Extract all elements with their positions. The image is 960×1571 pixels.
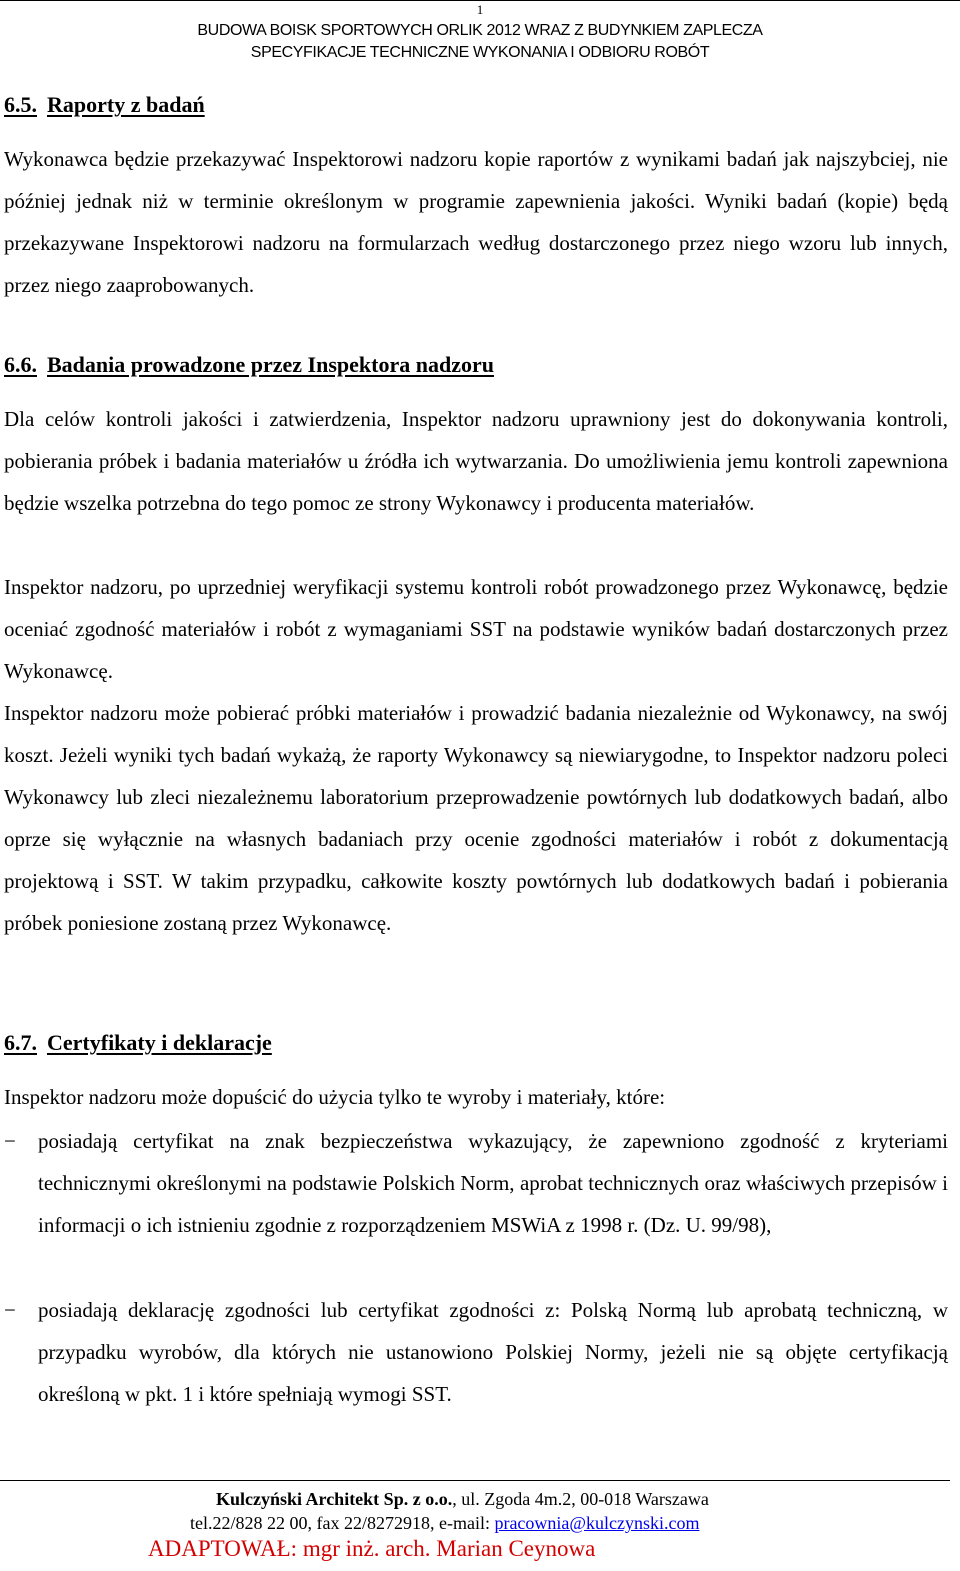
footer-adapted-by: ADAPTOWAŁ: mgr inż. arch. Marian Ceynowa bbox=[148, 1536, 596, 1561]
section-number: 6.7. bbox=[4, 1030, 37, 1055]
footer-contact-line bbox=[190, 1513, 699, 1534]
header-rule bbox=[0, 0, 960, 1]
footer-rule bbox=[0, 1480, 950, 1481]
dash-bullet-icon: − bbox=[4, 1298, 16, 1322]
footer-company-line bbox=[216, 1489, 709, 1510]
list-item-text: posiadają certyfikat na znak bezpieczeństwa wykazujący, że zapewniono zgodność z kryteriami technicznymi określonymi na podstawie Polskich Norm, aprobat technicznych oraz właściwych przepisów i informacji o ich istnieniu zgodnie z rozporządzeniem MSWiA z 1998 r. (Dz. U. 99/98), bbox=[38, 1129, 948, 1237]
section-number: 6.5. bbox=[4, 92, 37, 117]
section-title: Raporty z badań bbox=[47, 92, 205, 117]
section-title: Certyfikaty i deklaracje bbox=[47, 1030, 272, 1055]
section-number: 6.6. bbox=[4, 352, 37, 377]
list-item bbox=[4, 1289, 948, 1415]
section-6-7-heading bbox=[4, 1030, 272, 1056]
list-item bbox=[4, 1120, 948, 1246]
section-6-5-paragraph: Wykonawca będzie przekazywać Inspektorowi nadzoru kopie raportów z wynikami badań jak najszybciej, nie później jednak niż w terminie określonym w programie zapewnienia jakości. Wyniki badań (kopie) będą przekazywane Inspektorowi nadzoru na formularzach według dostarczonego przez niego wzoru lub innych, przez niego zaaprobowanych. bbox=[4, 147, 948, 297]
footer-email-link[interactable]: pracownia@kulczynski.com bbox=[494, 1513, 700, 1533]
section-6-6-heading bbox=[4, 352, 494, 378]
page-number: 1 bbox=[476, 2, 484, 17]
dash-bullet-icon: − bbox=[4, 1129, 16, 1153]
footer-contact: tel.22/828 22 00, fax 22/8272918, e-mail: bbox=[190, 1513, 495, 1533]
section-6-7-intro: Inspektor nadzoru może dopuścić do użycia tylko te wyroby i materiały, które: bbox=[4, 1085, 666, 1109]
header-project-title: BUDOWA BOISK SPORTOWYCH ORLIK 2012 WRAZ Z BUDYNKIEM ZAPLECZA bbox=[197, 22, 763, 39]
header-document-title: SPECYFIKACJE TECHNICZNE WYKONANIA I ODBIORU ROBÓT bbox=[250, 44, 710, 61]
section-6-5-heading bbox=[4, 92, 205, 118]
footer-address: , ul. Zgoda 4m.2, 00-018 Warszawa bbox=[452, 1489, 709, 1509]
footer-company-name: Kulczyński Architekt Sp. z o.o. bbox=[216, 1489, 453, 1509]
section-title: Badania prowadzone przez Inspektora nadzoru bbox=[47, 352, 494, 377]
list-item-text: posiadają deklarację zgodności lub certyfikat zgodności z: Polską Normą lub aprobatą techniczną, w przypadku wyrobów, dla których nie ustanowiono Polskiej Normy, jeżeli nie są objęte certyfikacją określoną w pkt. 1 i które spełniają wymogi SST. bbox=[38, 1298, 948, 1406]
section-6-6-paragraph-1: Dla celów kontroli jakości i zatwierdzenia, Inspektor nadzoru uprawniony jest do dokonywania kontroli, pobierania próbek i badania materiałów u źródła ich wytwarzania. Do umożliwienia jemu kontroli zapewniona będzie wszelka potrzebna do tego pomoc ze strony Wykonawcy i producenta materiałów. bbox=[4, 407, 948, 515]
section-6-6-paragraph-2: Inspektor nadzoru, po uprzedniej weryfikacji systemu kontroli robót prowadzonego przez Wykonawcę, będzie oceniać zgodność materiałów i robót z wymaganiami SST na podstawie wyników badań dostarczonych przez Wykonawcę. bbox=[4, 575, 948, 683]
section-6-6-paragraph-3: Inspektor nadzoru może pobierać próbki materiałów i prowadzić badania niezależnie od Wykonawcy, na swój koszt. Jeżeli wyniki tych badań wykażą, że raporty Wykonawcy są niewiarygodne, to Inspektor nadzoru poleci Wykonawcy lub zleci niezależnemu laboratorium przeprowadzenie powtórnych lub dodatkowych badań, albo oprze się wyłącznie na własnych badaniach przy ocenie zgodności materiałów i robót z dokumentacją projektową i SST. W takim przypadku, całkowite koszty powtórnych lub dodatkowych badań i pobierania próbek poniesione zostaną przez Wykonawcę. bbox=[4, 701, 948, 935]
